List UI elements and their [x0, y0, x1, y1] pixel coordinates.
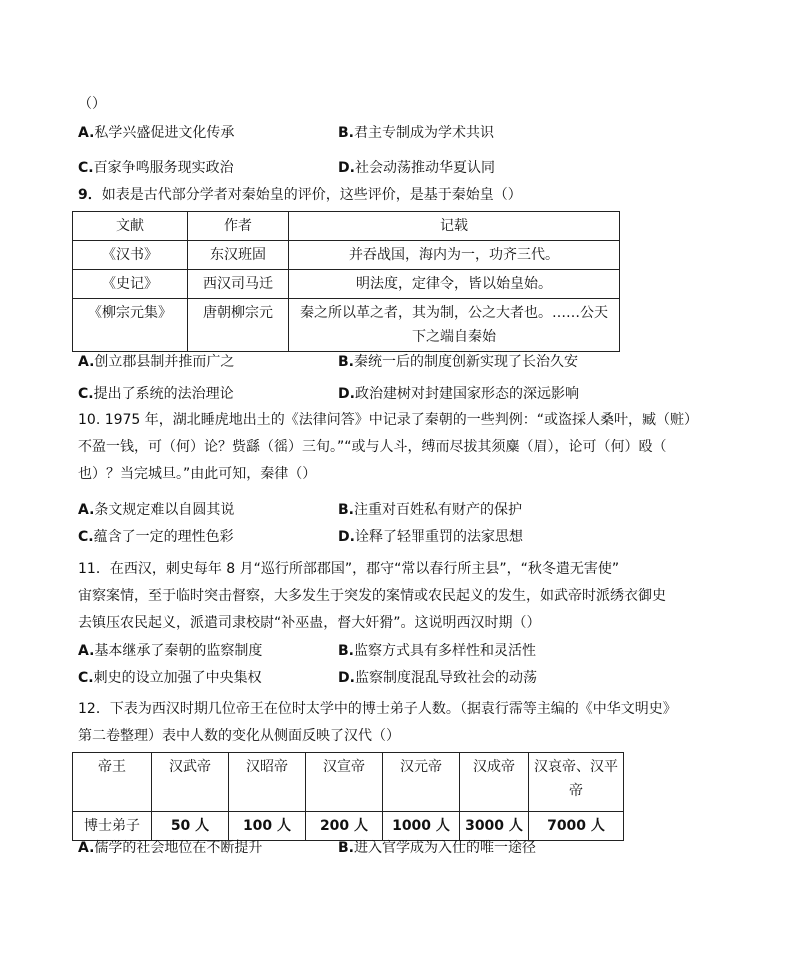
- option-letter: A.: [78, 354, 95, 370]
- q12-stem-line-2: 第二卷整理）表中人数的变化从侧面反映了汉代（）: [78, 728, 400, 744]
- option-text: 条文规定难以自圆其说: [94, 502, 235, 518]
- option-text: 创立郡县制并推而广之: [94, 354, 235, 370]
- table-header: 汉武帝: [152, 753, 229, 812]
- table-cell-line: 帝: [569, 783, 583, 799]
- q8-option-d[interactable]: [338, 158, 495, 178]
- table-cell: 博士弟子: [73, 812, 152, 841]
- table-header: 汉昭帝: [229, 753, 306, 812]
- q11-option-b[interactable]: [338, 641, 536, 661]
- option-letter: C.: [78, 386, 94, 402]
- table-cell: 西汉司马迁: [188, 270, 289, 299]
- option-letter: B.: [338, 125, 354, 141]
- option-text: 政治建树对封建国家形态的深远影响: [354, 386, 579, 402]
- table-header: 作者: [188, 212, 289, 241]
- table-cell: 《史记》: [73, 270, 188, 299]
- q11-option-c[interactable]: [78, 668, 262, 688]
- table-header: 汉宣帝: [306, 753, 383, 812]
- table-cell: 50 人: [152, 812, 229, 841]
- q9-option-a[interactable]: [78, 352, 234, 372]
- q12-option-a[interactable]: [78, 838, 262, 858]
- question-text: 如表是古代部分学者对秦始皇的评价，这些评价，是基于秦始皇（）: [101, 187, 522, 203]
- q9-option-b[interactable]: [338, 352, 578, 372]
- option-text: 刺史的设立加强了中央集权: [93, 670, 262, 686]
- table-row: [73, 270, 620, 299]
- q8-option-a[interactable]: [78, 123, 234, 143]
- option-letter: B.: [338, 840, 354, 856]
- table-cell: 1000 人: [383, 812, 460, 841]
- table-row: [73, 812, 624, 841]
- q8-answer-bracket: （）: [78, 96, 106, 112]
- table-cell: 3000 人: [460, 812, 529, 841]
- table-cell: 唐朝柳宗元: [188, 299, 289, 352]
- option-letter: A.: [78, 502, 95, 518]
- table-header: 帝王: [73, 753, 152, 812]
- table-header-row: [73, 753, 624, 812]
- q10-option-d[interactable]: [338, 527, 523, 547]
- option-text: 蕴含了一定的理性色彩: [93, 529, 234, 545]
- q11-option-d[interactable]: [338, 668, 537, 688]
- option-text: 诠释了轻罪重罚的法家思想: [354, 529, 523, 545]
- option-text: 基本继承了秦朝的监察制度: [94, 643, 263, 659]
- option-letter: C.: [78, 529, 94, 545]
- q10-option-a[interactable]: [78, 500, 234, 520]
- table-cell-line: 汉哀帝、汉平: [534, 759, 618, 775]
- table-cell-line: 下之端自秦始: [412, 329, 496, 345]
- option-text: 儒学的社会地位在不断提升: [94, 840, 263, 856]
- table-cell: 明法度，定律令，皆以始皇始。: [289, 270, 620, 299]
- q10-stem-line-3: 也）？当完城旦。”由此可知，秦律（）: [78, 466, 317, 482]
- option-text: 监察制度混乱导致社会的动荡: [354, 670, 537, 686]
- table-cell: 7000 人: [529, 812, 624, 841]
- q9-table: [72, 211, 620, 352]
- q10-option-b[interactable]: [338, 500, 522, 520]
- option-text: 进入官学成为入仕的唯一途径: [354, 840, 536, 856]
- table-row: [73, 241, 620, 270]
- table-header: 汉成帝: [460, 753, 529, 812]
- table-header: [529, 753, 624, 812]
- option-letter: B.: [338, 502, 354, 518]
- option-letter: D.: [338, 670, 355, 686]
- option-text: 秦统一后的制度创新实现了长治久安: [354, 354, 578, 370]
- option-text: 君主专制成为学术共识: [354, 125, 494, 141]
- q11-stem-line-3: 去镇压农民起义，派遣司隶校尉“补巫蛊，督大奸猾”。这说明西汉时期（）: [78, 615, 541, 631]
- option-text: 注重对百姓私有财产的保护: [354, 502, 522, 518]
- q10-stem-line-2: 不盈一钱，可（何）论？赀繇（徭）三旬。”“或与人斗，缚而尽拔其须麋（眉），论可（何）殴（: [78, 439, 667, 455]
- table-cell: 100 人: [229, 812, 306, 841]
- option-letter: D.: [338, 386, 355, 402]
- table-cell: [289, 299, 620, 352]
- q10-stem-line-1: 10. 1975 年，湖北睡虎地出土的《法律问答》中记录了秦朝的一些判例：“或盗採人桑叶，臧（赃）: [78, 412, 699, 428]
- table-row: [73, 299, 620, 352]
- table-header: 汉元帝: [383, 753, 460, 812]
- option-letter: A.: [78, 840, 95, 856]
- q11-stem-line-2: 宙察案情，至于临时突击督察，大多发生于突发的案情或农民起义的发生，如武帝时派绣衣御史: [78, 588, 666, 604]
- q12-option-b[interactable]: [338, 838, 536, 858]
- table-cell-line: 秦之所以革之者，其为制，公之大者也。……公天: [300, 305, 608, 321]
- q11-stem-line-1: 11．在西汉，刺史每年 8 月“巡行所部郡国”，郡守“常以春行所主县”，“秋冬遣无害使”: [78, 561, 620, 577]
- option-letter: A.: [78, 125, 95, 141]
- option-text: 提出了系统的法治理论: [93, 386, 234, 402]
- table-cell: 东汉班固: [188, 241, 289, 270]
- question-number: 9．: [78, 187, 102, 203]
- option-letter: B.: [338, 354, 354, 370]
- option-letter: D.: [338, 529, 355, 545]
- option-letter: C.: [78, 160, 94, 176]
- table-cell: 200 人: [306, 812, 383, 841]
- option-text: 私学兴盛促进文化传承: [94, 125, 235, 141]
- q9-option-c[interactable]: [78, 384, 234, 404]
- q11-option-a[interactable]: [78, 641, 262, 661]
- table-cell: 《柳宗元集》: [73, 299, 188, 352]
- q9-stem: [78, 185, 522, 205]
- table-header: 文献: [73, 212, 188, 241]
- option-letter: C.: [78, 670, 94, 686]
- q8-option-b[interactable]: [338, 123, 494, 143]
- table-header-row: [73, 212, 620, 241]
- option-text: 社会动荡推动华夏认同: [354, 160, 495, 176]
- option-text: 百家争鸣服务现实政治: [93, 160, 234, 176]
- table-cell: 并吞战国，海内为一，功齐三代。: [289, 241, 620, 270]
- option-letter: B.: [338, 643, 354, 659]
- q10-option-c[interactable]: [78, 527, 234, 547]
- q12-stem-line-1: 12．下表为西汉时期几位帝王在位时太学中的博士弟子人数。（据袁行霈等主编的《中华文明史》: [78, 701, 677, 717]
- option-letter: A.: [78, 643, 95, 659]
- table-header: 记载: [289, 212, 620, 241]
- option-letter: D.: [338, 160, 355, 176]
- q12-table: [72, 752, 624, 841]
- table-cell: 《汉书》: [73, 241, 188, 270]
- option-text: 监察方式具有多样性和灵活性: [354, 643, 536, 659]
- q9-option-d[interactable]: [338, 384, 579, 404]
- q8-option-c[interactable]: [78, 158, 234, 178]
